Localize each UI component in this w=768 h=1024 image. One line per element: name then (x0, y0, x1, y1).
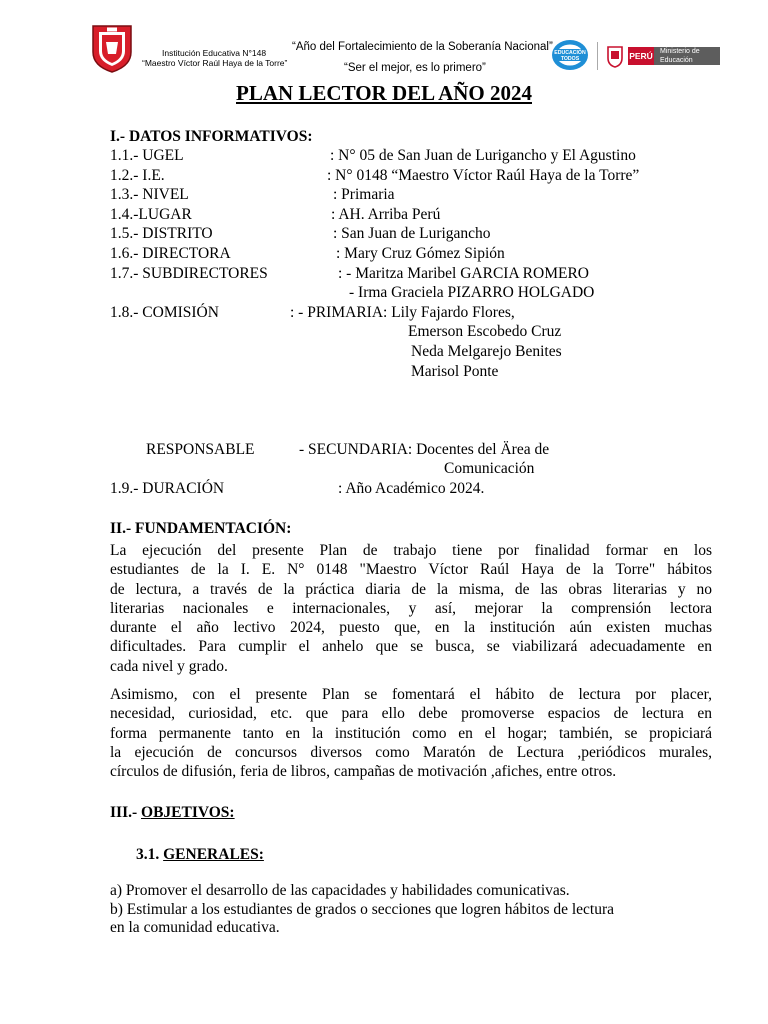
fundamentacion-paragraph-1 (110, 541, 712, 676)
school-name-line2: “Maestro Víctor Raúl Haya de la Torre” (142, 58, 288, 68)
info-value: Neda Melgarejo Benites (411, 343, 562, 360)
paragraph-line: durante el año lectivo 2024, puesto que, en la institución aún existen muchas (110, 619, 712, 637)
school-name-line1: Institución Educativa N°148 (162, 48, 267, 58)
paragraph-line: La ejecución del presente Plan de trabajo tiene por finalidad formar en los (110, 542, 712, 559)
year-motto: “Año del Fortalecimiento de la Soberanía Nacional” (292, 41, 553, 53)
peru-label: PERÚ (628, 47, 654, 65)
page-title: PLAN LECTOR DEL AÑO 2024 (236, 81, 532, 105)
info-label: 1.3.- NIVEL (110, 186, 189, 203)
school-shield-logo (90, 22, 134, 74)
objective-item: en la comunidad educativa. (110, 919, 280, 936)
paragraph-line: estudiantes de la I. E. N° 0148 "Maestro Víctor Raúl Haya de la Torre" hábitos (110, 561, 712, 579)
info-label: 1.5.- DISTRITO (110, 225, 213, 242)
school-motto: “Ser el mejor, es lo primero” (344, 62, 486, 74)
info-label: 1.4.-LUGAR (110, 206, 192, 223)
info-value: : N° 0148 “Maestro Víctor Raúl Haya de la Torre” (327, 167, 640, 184)
paragraph-line: círculos de difusión, feria de libros, campañas de motivación ,afiches, entre otros. (110, 763, 617, 781)
section-title: OBJETIVOS: (141, 804, 235, 821)
info-value: : Año Académico 2024. (338, 480, 485, 497)
objective-item: a) Promover el desarrollo de las capacidades y habilidades comunicativas. (110, 882, 570, 899)
info-value: : - Maritza Maribel GARCIA ROMERO (338, 265, 589, 282)
section-heading-datos: I.- DATOS INFORMATIVOS: (110, 128, 313, 145)
info-label: 1.8.- COMISIÓN (110, 304, 219, 321)
fundamentacion-paragraph-2 (110, 685, 712, 781)
info-value: - SECUNDARIA: Docentes del Ärea de (299, 441, 550, 458)
info-label: 1.7.- SUBDIRECTORES (110, 265, 268, 282)
badge-text-line2: TODOS (560, 56, 580, 62)
info-value: Emerson Escobedo Cruz (408, 323, 562, 340)
info-value: : N° 05 de San Juan de Lurigancho y El Agustino (330, 147, 636, 164)
info-value: - Irma Graciela PIZARRO HOLGADO (349, 284, 595, 301)
info-value: : AH. Arriba Perú (331, 206, 441, 223)
badge-text-line1: EDUCACIÓN (554, 50, 586, 56)
info-value: : San Juan de Lurigancho (333, 225, 491, 242)
objective-item: b) Estimular a los estudiantes de grados o secciones que logren hábitos de lectura (110, 901, 615, 918)
paragraph-line: necesidad, curiosidad, etc. que para ello debe promoverse espacios de lectura en (110, 705, 712, 723)
paragraph-line: literarias nacionales e internacionales, y así, mejorar la comprensión lectora (110, 599, 712, 617)
info-label: 1.1.- UGEL (110, 147, 184, 164)
education-badge-logo (550, 38, 590, 72)
paragraph-line: dificultades. Para cumplir el anhelo que se busca, se viabilizará adecuadamente en (110, 638, 712, 656)
info-value: : Primaria (333, 186, 395, 203)
info-value: Comunicación (444, 460, 535, 477)
paragraph-line: la ejecución de concursos diversos como Maratón de Lectura ,periódicos murales, (110, 743, 712, 761)
section-heading-fundamentacion: II.- FUNDAMENTACIÓN: (110, 520, 292, 537)
section-heading-objetivos (110, 803, 235, 823)
info-label: 1.9.- DURACIÓN (110, 480, 225, 497)
info-value: : Mary Cruz Gómez Sipión (336, 245, 505, 262)
info-label: 1.2.- I.E. (110, 167, 165, 184)
info-label: RESPONSABLE (146, 441, 255, 458)
subsection-heading-generales (136, 845, 264, 865)
paragraph-line: cada nivel y grado. (110, 657, 228, 675)
paragraph-line: forma permanente tanto en la institución como en el hogar; también, se propiciará (110, 724, 712, 742)
section-number: III.- (110, 804, 138, 821)
info-label: 1.6.- DIRECTORA (110, 245, 231, 262)
peru-emblem-icon (606, 44, 624, 68)
header-divider (597, 42, 598, 70)
info-value: Marisol Ponte (411, 363, 499, 380)
paragraph-line: de lectura, a través de la práctica diaria de la misma, de las obras literarias y no (110, 580, 712, 598)
paragraph-line: Asimismo, con el presente Plan se fomentará el hábito de lectura por placer, (110, 686, 712, 703)
ministry-label: Ministerio de Educación (654, 47, 720, 65)
subsection-title: GENERALES: (163, 846, 264, 863)
subsection-number: 3.1. (136, 846, 160, 863)
info-value: : - PRIMARIA: Lily Fajardo Flores, (290, 304, 515, 321)
